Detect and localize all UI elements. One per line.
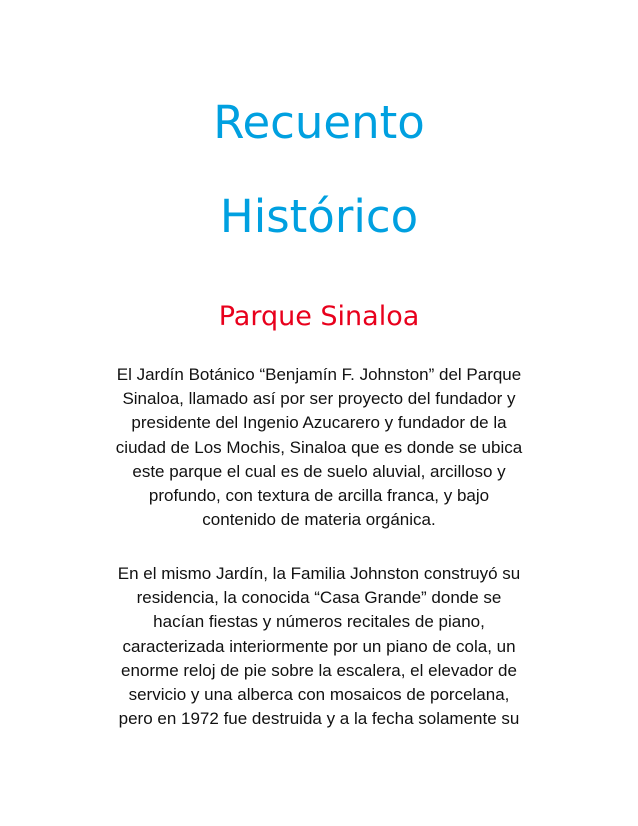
paragraph-line: contenido de materia orgánica.: [202, 510, 436, 530]
paragraph-line: En el mismo Jardín, la Familia Johnston construyó su: [117, 564, 521, 583]
paragraph-line: enorme reloj de pie sobre la escalera, el elevador de: [121, 660, 517, 680]
paragraph-line: hacían fiestas y números recitales de piano,: [153, 612, 485, 632]
paragraph-line: servicio y una alberca con mosaicos de porcelana,: [128, 685, 510, 705]
paragraph-line: Sinaloa, llamado así por ser proyecto del fundador y: [122, 389, 516, 409]
paragraph-line: caracterizada interiormente por un piano de cola, un: [122, 636, 516, 656]
paragraph-line: El Jardín Botánico “Benjamín F. Johnston” del Parque: [116, 365, 522, 384]
document-title-line-2: Histórico: [219, 190, 419, 243]
document-subtitle: Parque Sinaloa: [218, 301, 420, 332]
paragraph-line: este parque el cual es de suelo aluvial, arcilloso y: [132, 461, 506, 481]
document-title-line-1: Recuento: [213, 96, 425, 149]
paragraph-line: presidente del Ingenio Azucarero y fundador de la: [131, 413, 507, 433]
paragraph-line: pero en 1972 fue destruida y a la fecha solamente su: [118, 709, 520, 729]
paragraph-line: residencia, la conocida “Casa Grande” donde se: [136, 588, 502, 608]
paragraph-2: [86, 562, 552, 731]
paragraph-1: [86, 363, 552, 532]
paragraph-line: ciudad de Los Mochis, Sinaloa que es donde se ubica: [115, 437, 523, 457]
paragraph-line: profundo, con textura de arcilla franca, y bajo: [148, 486, 490, 506]
